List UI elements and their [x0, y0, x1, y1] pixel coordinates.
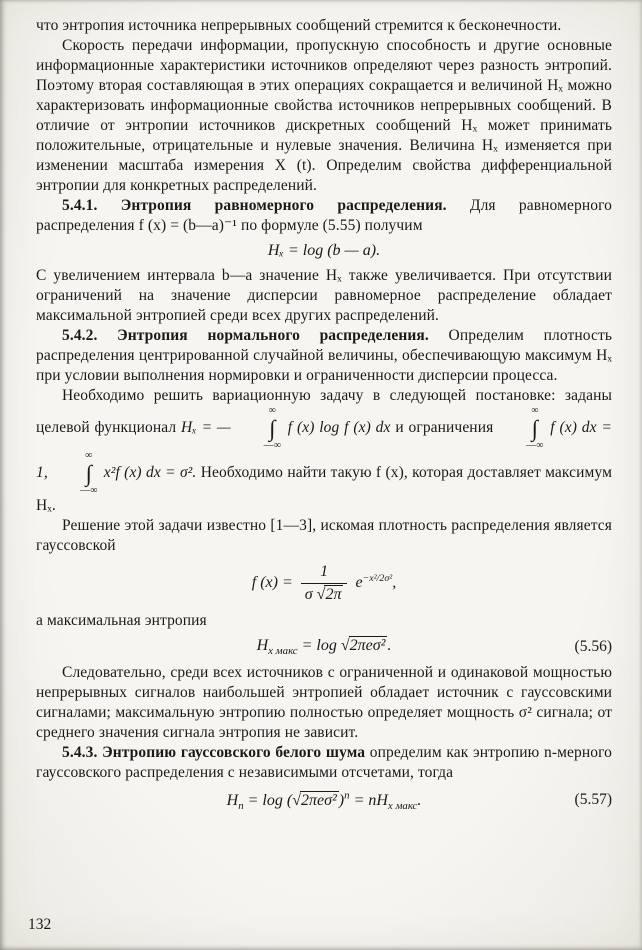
formula-body [226, 789, 422, 812]
radicand: 2πeσ² [300, 791, 337, 809]
paragraph-continuation: что энтропия источника непрерывных сообщений стремится к бесконечности. [36, 17, 562, 34]
paragraph-variational-problem [36, 386, 612, 516]
section-5-4-2-text: Определим плотность распределения центрированной случайной величины, обеспечивающую максимум Hₓ при условии выполнения нормировки и ограниченности дисперсии процесса. [36, 327, 612, 384]
square-root [292, 791, 339, 809]
equation-number-556: (5.56) [574, 638, 612, 656]
equals-n-h: = nH [349, 791, 388, 809]
functional-lhs: Hₓ = — [180, 419, 236, 437]
radical-icon: √ [292, 791, 300, 809]
paragraph-info-characteristics: Скорость передачи информации, пропускную способность и другие основные информационные характеристики источников определяют через разность энтропий. Поэтому вторая составляющая в этих операциях сокращается и величиной Hₓ можно характеризовать информационные свойства источников непрерывных сообщений. В отличие от энтропии источников дискретных сообщений Hₓ может принимать положительные, отрицательные и нулевые значения. Величина Hₓ изменяется при изменении масштаба измерения X (t). Определим свойства дифференциальной энтропии для конкретных распределений. [36, 37, 612, 194]
radical-icon: √ [340, 637, 349, 654]
text-run: Необходимо решить вариационную задачу в следующей постановке: заданы целевой функционал [36, 387, 612, 437]
formula-white-noise-entropy [36, 789, 612, 812]
integral-icon: ∫ [531, 416, 539, 441]
entropy-subscript-xmax: x макс [387, 799, 418, 812]
equation-number-557: (5.57) [574, 791, 612, 809]
square-root [341, 636, 388, 654]
integral-with-limits [54, 451, 97, 496]
integral-lower-limit: —∞ [263, 440, 281, 451]
equals-log-paren: = log ( [243, 791, 293, 809]
formula-uniform-entropy-text: Hₓ = log (b — a). [267, 242, 381, 259]
paragraph-solution-known: Решение этой задачи известно [1—3], искомая плотность распределения является гауссовской [36, 517, 612, 554]
paragraph-max-entropy-intro: а максимальная энтропия [36, 612, 207, 629]
formula-gaussian-density [36, 562, 612, 605]
integral-upper-limit: ∞ [85, 450, 93, 461]
integral-upper-limit: ∞ [531, 405, 539, 416]
section-5-4-3 [36, 743, 612, 783]
exponent: −x²/2σ² [362, 572, 393, 584]
fraction-numerator: 1 [301, 562, 348, 584]
fraction-denominator [301, 584, 348, 605]
section-5-4-3-heading: 5.4.3. Энтропию гауссовского белого шума [62, 744, 366, 762]
section-5-4-2-heading: 5.4.2. Энтропия нормального распределения. [62, 327, 429, 344]
integral-icon: ∫ [85, 461, 92, 486]
formula-tail: , [392, 574, 397, 592]
paragraph-interval-growth: С увеличением интервала b—a значение Hₓ также увеличивается. При отсутствии ограничений на значение дисперсии равномерное распределение обладает максимальной энтропией среди всех других распределений. [36, 267, 612, 324]
close-paren: ) [338, 791, 345, 809]
integral-with-limits [500, 406, 543, 451]
exponential-base: e [351, 574, 363, 592]
formula-max-entropy [36, 637, 612, 657]
page-number: 132 [28, 916, 52, 933]
radicand: 2π [325, 586, 342, 603]
entropy-subscript-n: n [238, 799, 244, 812]
section-5-4-1-text: Для равномерного распределения f (x) = (b—a)⁻¹ по формуле (5.55) получим [36, 197, 612, 234]
square-root [317, 585, 344, 603]
entropy-subscript: x макс [268, 645, 298, 658]
integral-lower-limit: —∞ [80, 485, 98, 496]
entropy-symbol: H [256, 637, 269, 654]
radicand: 2πeσ² [349, 637, 386, 654]
formula-end: . [417, 791, 422, 809]
section-5-4-1 [36, 196, 612, 236]
constraint-variance: x²f (x) dx = σ². [99, 464, 201, 482]
power-n: n [344, 789, 350, 802]
integral-icon: ∫ [269, 416, 276, 441]
formula-uniform-entropy [36, 242, 612, 260]
sigma-symbol: σ [304, 586, 317, 603]
section-5-4-3-text: определим как энтропию n-мерного гауссовского распределения с независимыми отсчетами, тогда [36, 744, 612, 782]
constraint-normalization: f (x) dx = 1, [36, 419, 612, 482]
section-5-4-2 [36, 326, 612, 386]
gaussian-density-lhs: f (x) = [251, 574, 297, 592]
formula-end: . [387, 637, 392, 654]
fraction [301, 562, 348, 605]
section-5-4-1-heading: 5.4.1. Энтропия равномерного распределения. [62, 197, 447, 214]
formula-body [256, 637, 392, 658]
radical-icon: √ [316, 586, 325, 603]
equals-log: = log [297, 637, 341, 654]
integral-with-limits [238, 406, 281, 451]
entropy-symbol: H [226, 791, 239, 809]
text-run: и ограничения [390, 419, 499, 437]
integrand-functional: f (x) log f (x) dx [282, 419, 391, 437]
paragraph-consequently: Следовательно, среди всех источников с ограниченной и одинаковой мощностью непрерывных сигналов наибольшей энтропией обладает источник с гауссовскими сигналами; максимальную энтропию полностью определяет мощность σ² сигнала; от среднего значения сигнала энтропия не зависит. [36, 664, 612, 742]
integral-lower-limit: —∞ [526, 440, 544, 451]
integral-upper-limit: ∞ [268, 405, 276, 416]
text-run: Необходимо найти такую f (x), которая доставляет максимум Hₓ. [36, 464, 612, 514]
